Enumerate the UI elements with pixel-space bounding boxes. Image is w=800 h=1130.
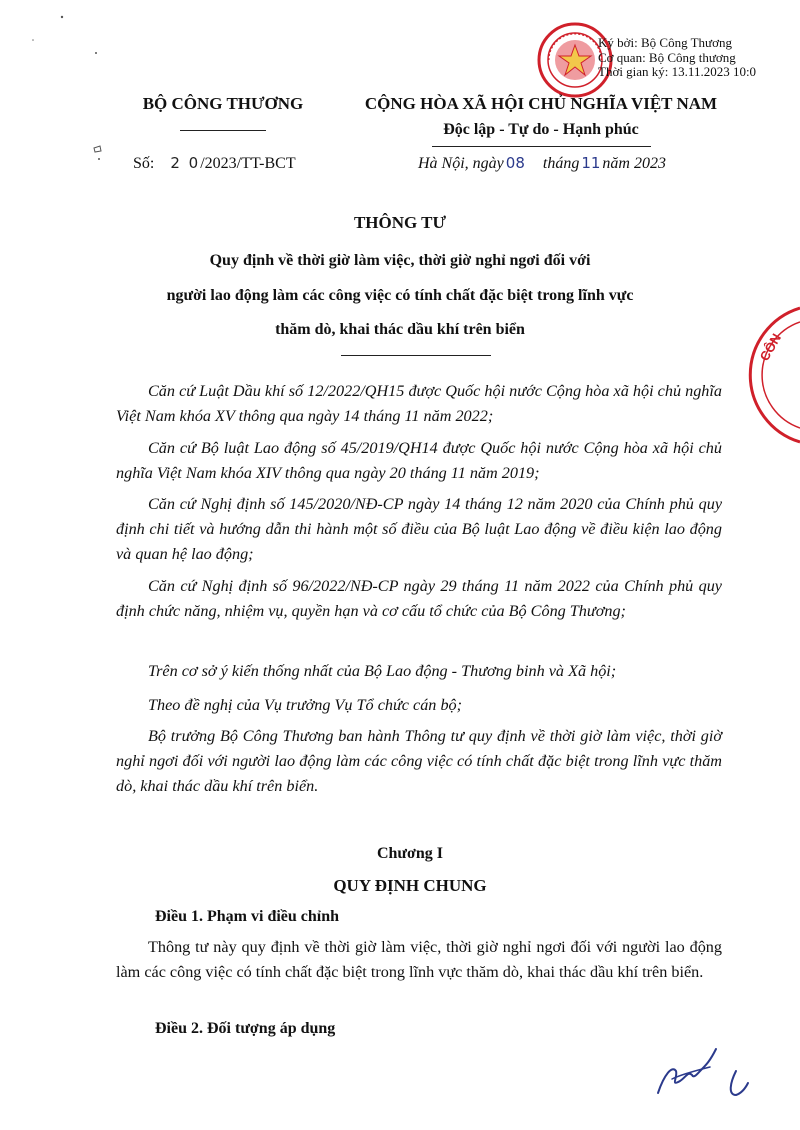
date-day-handwritten: 08 — [505, 154, 525, 172]
number-label: Số: — [133, 155, 155, 172]
article-text: Thông tư này quy định về thời giờ làm việc, thời giờ nghỉ ngơi đối với người lao động làm các công việc có tính chất đặc biệt trong lĩnh vực thăm dò, khai thác dầu khí trên biển. — [116, 938, 722, 981]
signing-time-line: Thời gian ký: 13.11.2023 10:0 — [598, 64, 757, 79]
digital-signature-info — [598, 36, 756, 80]
title-line-2: người lao động làm các công việc có tính chất đặc biệt trong lĩnh vực — [166, 287, 634, 304]
title-line-3: thăm dò, khai thác dầu khí trên biển — [275, 321, 525, 338]
ministry-name: BỘ CÔNG THƯƠNG — [142, 94, 304, 113]
preamble-paragraph: Căn cứ Nghị định số 96/2022/NĐ-CP ngày 29 tháng 11 năm 2022 của Chính phủ quy định chức năng, nhiệm vụ, quyền hạn và cơ cấu tổ chức của Bộ Công Thương; — [116, 577, 722, 620]
chapter-title: QUY ĐỊNH CHUNG — [333, 876, 487, 895]
preamble-paragraph: Căn cứ Luật Dầu khí số 12/2022/QH15 được Quốc hội nước Cộng hòa xã hội chủ nghĩa Việt Nam khóa XV thông qua ngày 14 tháng 11 năm 2022; — [116, 382, 722, 425]
date-prefix: Hà Nội, ngày — [418, 155, 504, 172]
number-suffix: /2023/TT-BCT — [200, 155, 296, 172]
date-year: năm 2023 — [602, 155, 666, 172]
chapter-number: Chương I — [376, 845, 444, 862]
article-heading: Điều 1. Phạm vi điều chỉnh — [155, 908, 340, 925]
issue-date — [418, 154, 666, 173]
preamble-paragraph: Căn cứ Nghị định số 145/2020/NĐ-CP ngày 14 tháng 12 năm 2020 của Chính phủ quy định chi tiết và hướng dẫn thi hành một số điều của Bộ luật Lao động về điều kiện lao động và quan hệ lao động; — [116, 495, 722, 563]
ministry-underline — [180, 130, 266, 131]
signing-agency-line: Cơ quan: Bộ Công thương — [598, 49, 736, 65]
handwritten-initials — [650, 1035, 760, 1110]
date-month-label: tháng — [542, 155, 580, 172]
preamble-paragraph: Bộ trưởng Bộ Công Thương ban hành Thông tư quy định về thời giờ làm việc, thời giờ nghỉ ngơi đối với người lao động làm các công việc có tính chất đặc biệt trong lĩnh vực thăm dò, khai thác dầu khí trên biển. — [116, 727, 722, 795]
national-motto: Độc lập - Tự do - Hạnh phúc — [443, 121, 639, 138]
date-month-handwritten: 11 — [581, 154, 601, 172]
document-number — [133, 154, 296, 173]
side-stamp-text: CÔN — [756, 330, 785, 364]
title-underline — [341, 355, 491, 356]
preamble-paragraph: Theo đề nghị của Vụ trưởng Vụ Tổ chức cán bộ; — [148, 696, 463, 714]
motto-underline — [432, 146, 651, 147]
signed-by-line: Ký bởi: Bộ Công Thương — [598, 35, 732, 50]
document-type: THÔNG TƯ — [353, 213, 447, 232]
country-name: CỘNG HÒA XÃ HỘI CHỦ NGHĨA VIỆT NAM — [364, 94, 718, 113]
article-heading: Điều 2. Đối tượng áp dụng — [155, 1020, 336, 1037]
preamble-paragraph: Căn cứ Bộ luật Lao động số 45/2019/QH14 được Quốc hội nước Cộng hòa xã hội chủ nghĩa Việt Nam khóa XIV thông qua ngày 20 tháng 11 năm 2019; — [116, 439, 722, 482]
preamble-paragraph: Trên cơ sở ý kiến thống nhất của Bộ Lao động - Thương binh và Xã hội; — [148, 662, 617, 680]
number-handwritten: 2 0 — [170, 154, 201, 172]
title-line-1: Quy định về thời giờ làm việc, thời giờ nghỉ ngơi đối với — [209, 252, 591, 269]
